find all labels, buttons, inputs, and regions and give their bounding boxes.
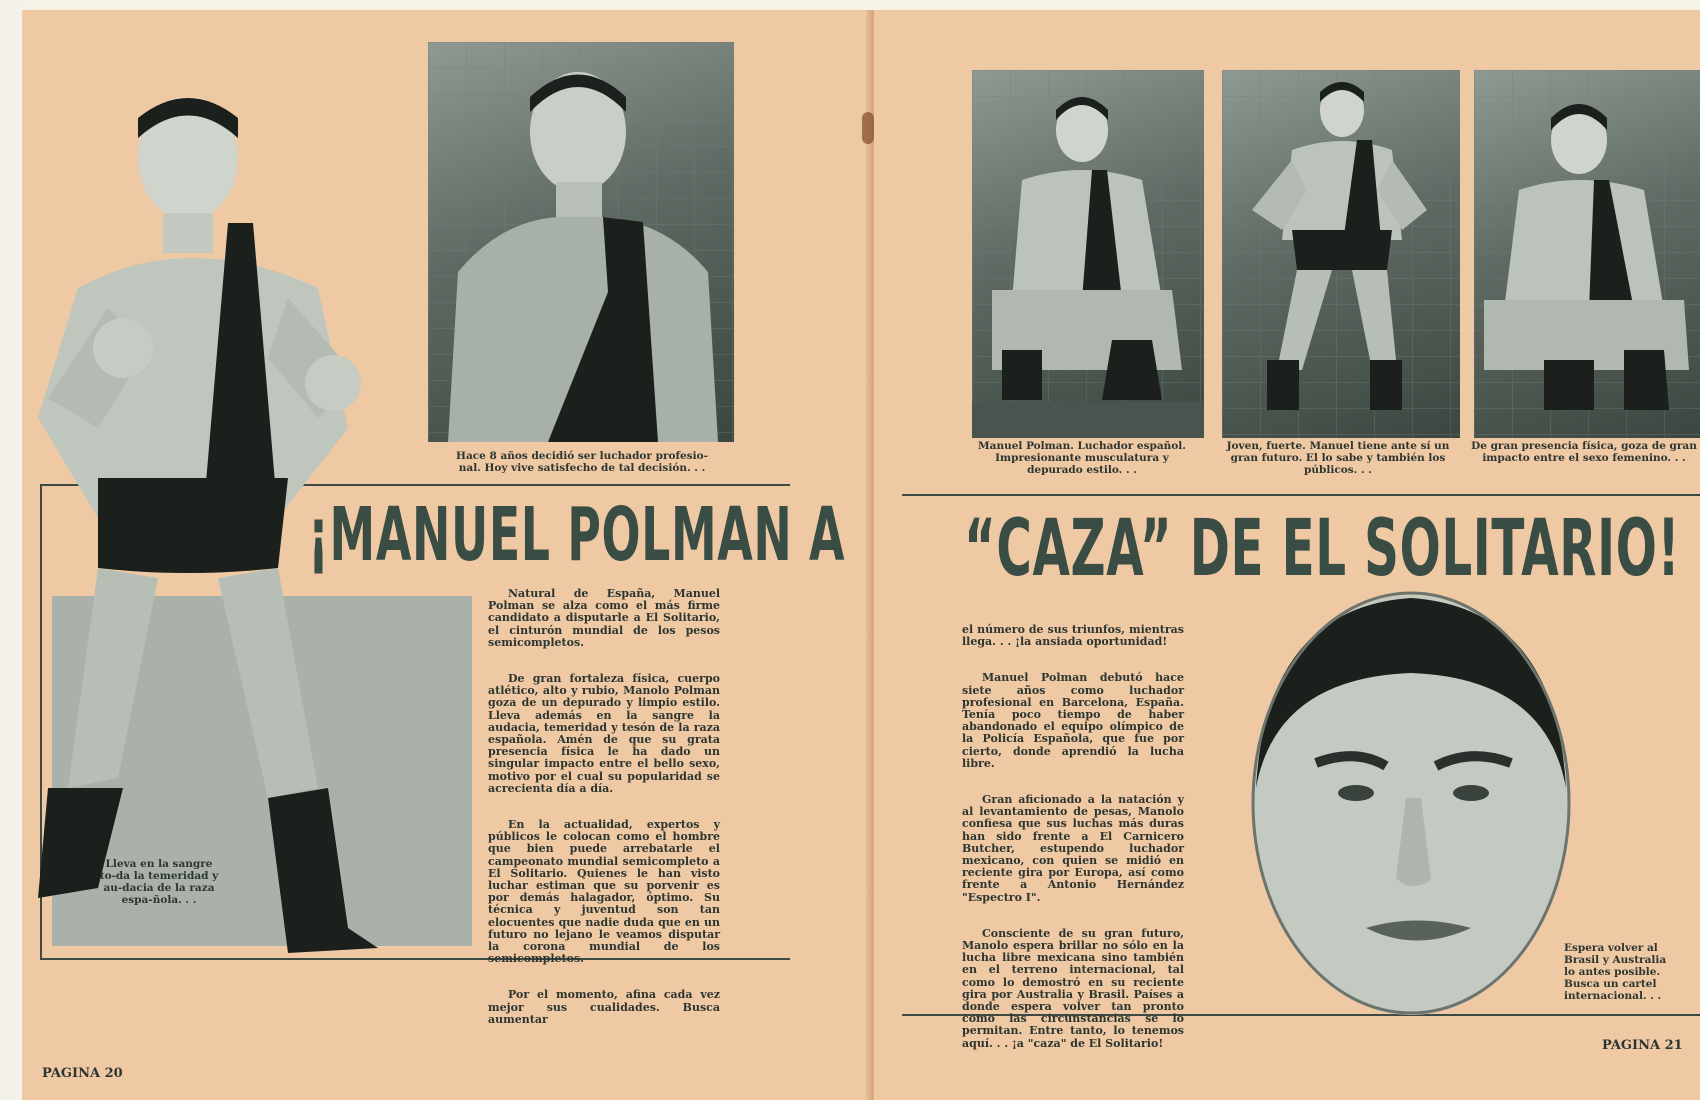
photo-crouch-1	[972, 70, 1204, 438]
portrait-photo-top	[428, 42, 734, 442]
left-page	[22, 10, 872, 1100]
article-paragraph: Gran aficionado a la natación y al levantamiento de pesas, Manolo confiesa que sus luchas más duras han sido frente a El Carnicero Butcher, estupendo luchador mexicano, con quien se midió en reciente gira por Europa, así como frente a Antonio Hernández "Espectro I".	[962, 793, 1184, 904]
caption-top-photo: Hace 8 años decidió ser luchador profesio-nal. Hoy vive satisfecho de tal decisión. . .	[456, 450, 708, 474]
article-column-left	[488, 588, 720, 1050]
article-paragraph: Manuel Polman debutó hace siete años como luchador profesional en Barcelona, España. Tenía poco tiempo de haber abandonado el equipo olímpico de la Policía Española, que fue por cierto, donde aprendió la lucha libre.	[962, 671, 1184, 770]
article-paragraph: En la actualidad, expertos y públicos le colocan como el hombre que bien puede arrebatarle el campeonato mundial semicompleto a El Solitario. Quienes le han visto luchar estiman que su porvenir es por demás halagador, óptimo. Su técnica y juventud son tan elocuentes que nadie duda que en un futuro no lejano le veamos disputar la corona mundial de los semicompletos.	[488, 818, 720, 966]
right-page	[874, 10, 1700, 1100]
caption-full-figure: Lleva en la sangre to-da la temeridad y au-dacia de la raza espa-ñola. . .	[99, 858, 219, 906]
scan-margin	[0, 0, 22, 1100]
wrestler-crouch-figure	[1474, 70, 1700, 438]
wrestler-portrait-figure	[428, 42, 734, 442]
headline-right: “CAZA” DE EL SOLITARIO!	[964, 504, 1681, 594]
photo-crouch-2	[1474, 70, 1700, 438]
headline-left: ¡MANUEL POLMAN A	[308, 492, 846, 578]
caption-photo-3: De gran presencia física, goza de gran impacto entre el sexo femenino. . .	[1471, 440, 1697, 464]
article-column-right	[962, 624, 1184, 1074]
article-paragraph: Natural de España, Manuel Polman se alza como el más firme candidato a disputarle a El Solitario, el cinturón mundial de los pesos semicompletos.	[488, 587, 720, 649]
article-paragraph: Consciente de su gran futuro, Manolo espera brillar no sólo en la lucha libre mexicana sino también en el terreno internacional, tal como lo demostró en su reciente gira por Australia y Brasil. Países a donde espera volver tan pronto como las circunstancias se lo permitan. Entre tanto, lo tenemos aquí. . . ¡a "caza" de El Solitario!	[962, 926, 1184, 1050]
caption-photo-1: Manuel Polman. Luchador español. Impresionante musculatura y depurado estilo. . .	[978, 440, 1186, 476]
caption-face: Espera volver al Brasil y Australia lo antes posible. Busca un cartel internacional. . .	[1564, 942, 1667, 1002]
article-paragraph: De gran fortaleza física, cuerpo atlético, alto y rubio, Manolo Polman goza de un depurado y limpio estilo. Lleva además en la sangre la audacia, temeridad y tesón de la raza española. Amén de que su grata presencia física le ha dado un singular impacto entre el bello sexo, motivo por el cual su popularidad se acrecienta día a día.	[488, 672, 720, 795]
face-closeup-photo	[1246, 588, 1576, 1022]
article-paragraph: Por el momento, afina cada vez mejor sus cualidades. Busca aumentar	[488, 988, 720, 1026]
article-paragraph: el número de sus triunfos, mientras llega. . . ¡la ansiada oportunidad!	[962, 623, 1184, 649]
page-number-left: PAGINA 20	[42, 1066, 123, 1081]
wrestler-standing-figure	[1222, 70, 1460, 438]
photo-standing	[1222, 70, 1460, 438]
page-number-right: PAGINA 21	[1602, 1038, 1683, 1053]
wrestler-crouch-figure	[972, 70, 1204, 438]
caption-photo-2: Joven, fuerte. Manuel tiene ante sí un gran futuro. El lo sabe y también los públicos. . .	[1226, 440, 1450, 476]
staple-mark	[862, 112, 874, 144]
